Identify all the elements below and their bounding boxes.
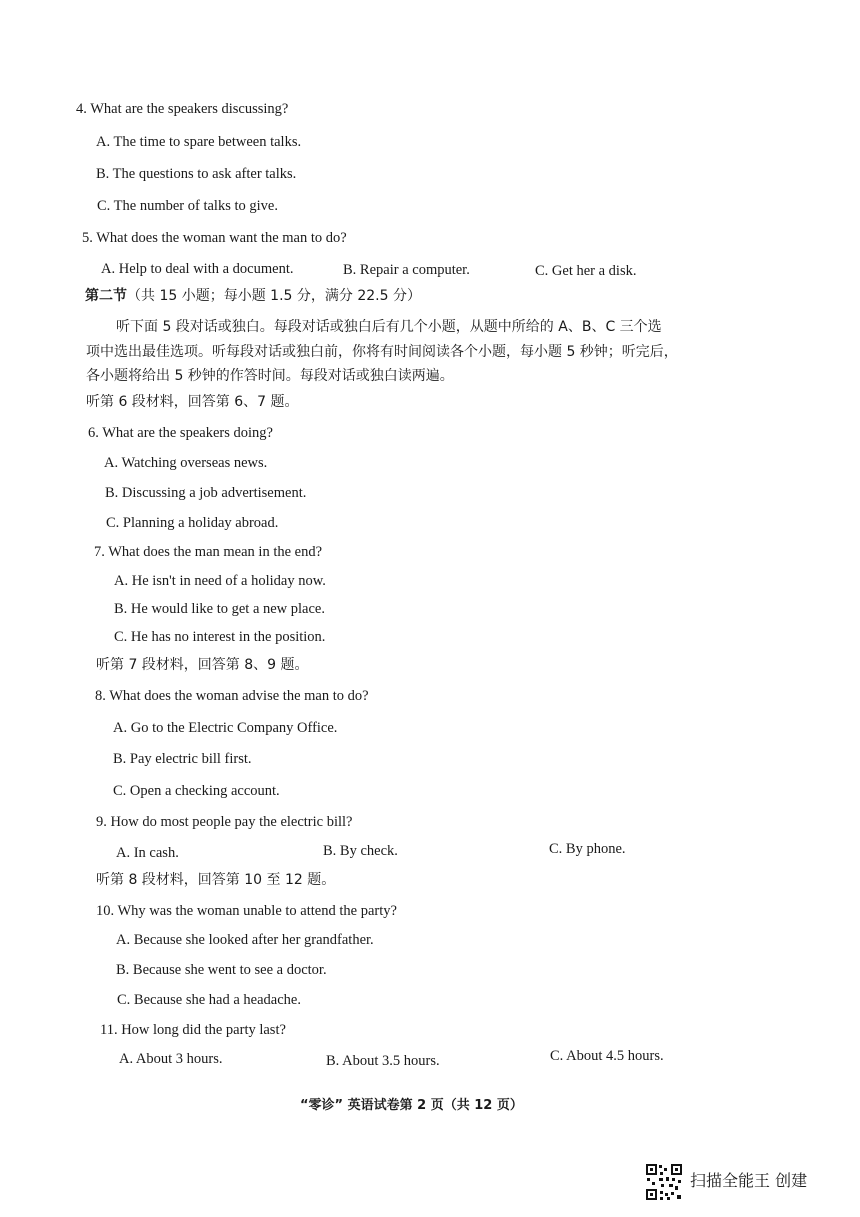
question-8-text: 8. What does the woman advise the man to do? [95, 688, 369, 704]
section-2-instruction-line-1: 听下面 5 段对话或独白。每段对话或独白后有几个小题，从题中所给的 A、B、C 三个选 [116, 319, 662, 335]
question-8-option-b: B. Pay electric bill first. [113, 751, 252, 767]
question-7-option-b: B. He would like to get a new place. [114, 601, 325, 617]
question-9-option-a: A. In cash. [116, 845, 179, 861]
section-2-instruction-line-2: 项中选出最佳选项。听每段对话或独白前，你将有时间阅读各个小题，每小题 5 秒钟；听完后， [86, 344, 678, 360]
scanner-watermark: 扫描全能王 创建 [690, 1171, 808, 1190]
question-9-option-b: B. By check. [323, 843, 398, 859]
material-note-6: 听第 6 段材料，回答第 6、7 题。 [86, 394, 299, 410]
section-2-title: 第二节 [85, 288, 127, 304]
question-7-option-a: A. He isn't in need of a holiday now. [114, 573, 326, 589]
section-2-heading [85, 287, 421, 305]
question-11-text: 11. How long did the party last? [100, 1022, 286, 1038]
material-note-7: 听第 7 段材料，回答第 8、9 题。 [96, 657, 309, 673]
question-6-option-a: A. Watching overseas news. [104, 455, 268, 471]
question-7-text: 7. What does the man mean in the end? [94, 544, 323, 560]
question-5-option-c: C. Get her a disk. [535, 263, 637, 279]
question-4-option-a: A. The time to spare between talks. [96, 134, 302, 150]
material-note-8: 听第 8 段材料，回答第 10 至 12 题。 [96, 872, 336, 888]
section-2-instruction-line-3: 各小题将给出 5 秒钟的作答时间。每段对话或独白读两遍。 [86, 368, 454, 384]
question-10-option-a: A. Because she looked after her grandfather. [116, 932, 374, 948]
question-9-option-c: C. By phone. [549, 841, 626, 857]
question-10-text: 10. Why was the woman unable to attend the party? [96, 903, 397, 919]
page-footer: “零诊” 英语试卷第 2 页（共 12 页） [300, 1098, 523, 1113]
question-6-option-c: C. Planning a holiday abroad. [106, 515, 279, 531]
question-11-option-a: A. About 3 hours. [119, 1051, 223, 1067]
qr-code-icon [645, 1163, 683, 1201]
question-8-option-a: A. Go to the Electric Company Office. [113, 720, 338, 736]
question-10-option-c: C. Because she had a headache. [117, 992, 301, 1008]
question-11-option-c: C. About 4.5 hours. [550, 1048, 664, 1064]
section-2-scoring: （共 15 小题；每小题 1.5 分，满分 22.5 分） [127, 288, 421, 304]
question-6-option-b: B. Discussing a job advertisement. [105, 485, 307, 501]
question-4-option-c: C. The number of talks to give. [97, 198, 278, 214]
question-9-text: 9. How do most people pay the electric bill? [96, 814, 353, 830]
question-4-option-b: B. The questions to ask after talks. [96, 166, 297, 182]
question-5-option-b: B. Repair a computer. [343, 262, 470, 278]
question-6-text: 6. What are the speakers doing? [88, 425, 273, 441]
question-11-option-b: B. About 3.5 hours. [326, 1053, 440, 1069]
question-8-option-c: C. Open a checking account. [113, 783, 280, 799]
question-4-text: 4. What are the speakers discussing? [76, 101, 289, 117]
question-5-option-a: A. Help to deal with a document. [101, 261, 294, 277]
question-5-text: 5. What does the woman want the man to do? [82, 230, 347, 246]
question-7-option-c: C. He has no interest in the position. [114, 629, 326, 645]
question-10-option-b: B. Because she went to see a doctor. [116, 962, 327, 978]
